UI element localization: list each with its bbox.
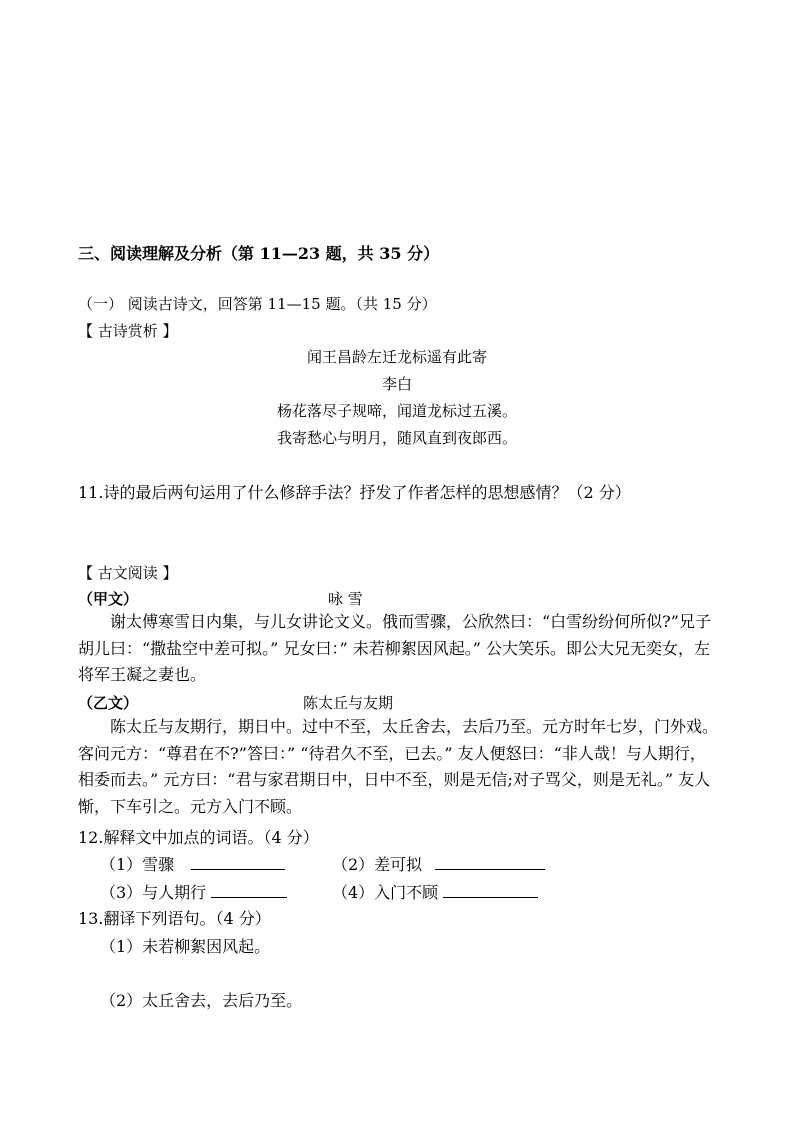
q13-item: （2）太丘舍去，去后乃至。 [100,991,303,1010]
poem-tag: 【 古诗赏析 】 [78,322,178,340]
answer-blank[interactable] [435,853,545,870]
jia-label: （甲文） [78,590,139,608]
q12-item-label: （4）入门不顾 [332,883,439,902]
q12-item [100,880,287,903]
q12-item-label: （1）雪骤 [100,855,175,874]
answer-blank[interactable] [191,853,285,870]
answer-blank[interactable] [443,881,538,898]
poem-line: 我寄愁心与明月，随风直到夜郎西。 [276,429,517,447]
question-11: 11.诗的最后两句运用了什么修辞手法？抒发了作者怎样的思想感情？（2 分） [78,483,631,502]
poem-author: 李白 [381,375,412,393]
jia-title: 咏 雪 [328,590,363,608]
prose-tag: 【 古文阅读 】 [78,564,178,582]
answer-blank[interactable] [211,881,287,898]
yi-title: 陈太丘与友期 [303,694,394,712]
poem-line: 杨花落尽子规啼，闻道龙标过五溪。 [276,402,517,420]
q13-item: （1）未若柳絮因风起。 [100,937,271,956]
section-title: 三、阅读理解及分析（第 11—23 题，共 35 分） [78,244,440,263]
q12-item [100,852,285,875]
jia-text: 谢太傅寒雪日内集，与儿女讲论文义。俄而雪骤，公欣然曰：“白雪纷纷何所似?”兄子胡儿曰：“撒盐空中差可拟。” 兄女曰：” 未若柳絮因风起。” 公大笑乐。即公大兄无奕女，左将军王凝之妻也。 [78,612,711,684]
q12-item-label: （2）差可拟 [332,855,423,874]
yi-text: 陈太丘与友期行，期日中。过中不至，太丘舍去，去后乃至。元方时年七岁，门外戏。客问元方：“尊君在不?”答曰：” “待君久不至，已去。” 友人便怒曰：“非人哉！与人期行，相委而去。” 元方曰：“君与家君期日中，日中不至，则是无信;对子骂父，则是无礼。” 友人惭，下车引之。元方入门不顾。 [78,717,719,816]
part-heading: （一） 阅读古诗文，回答第 11—15 题。（共 15 分） [78,295,437,313]
question-12: 12.解释文中加点的词语。（4 分） [78,828,319,847]
yi-label: （乙文） [78,694,139,712]
q12-item [332,880,538,903]
q12-item-label: （3）与人期行 [100,883,207,902]
question-13: 13.翻译下列语句。（4 分） [78,909,271,928]
poem-title: 闻王昌龄左迁龙标遥有此寄 [306,348,487,366]
q12-item [332,852,545,875]
